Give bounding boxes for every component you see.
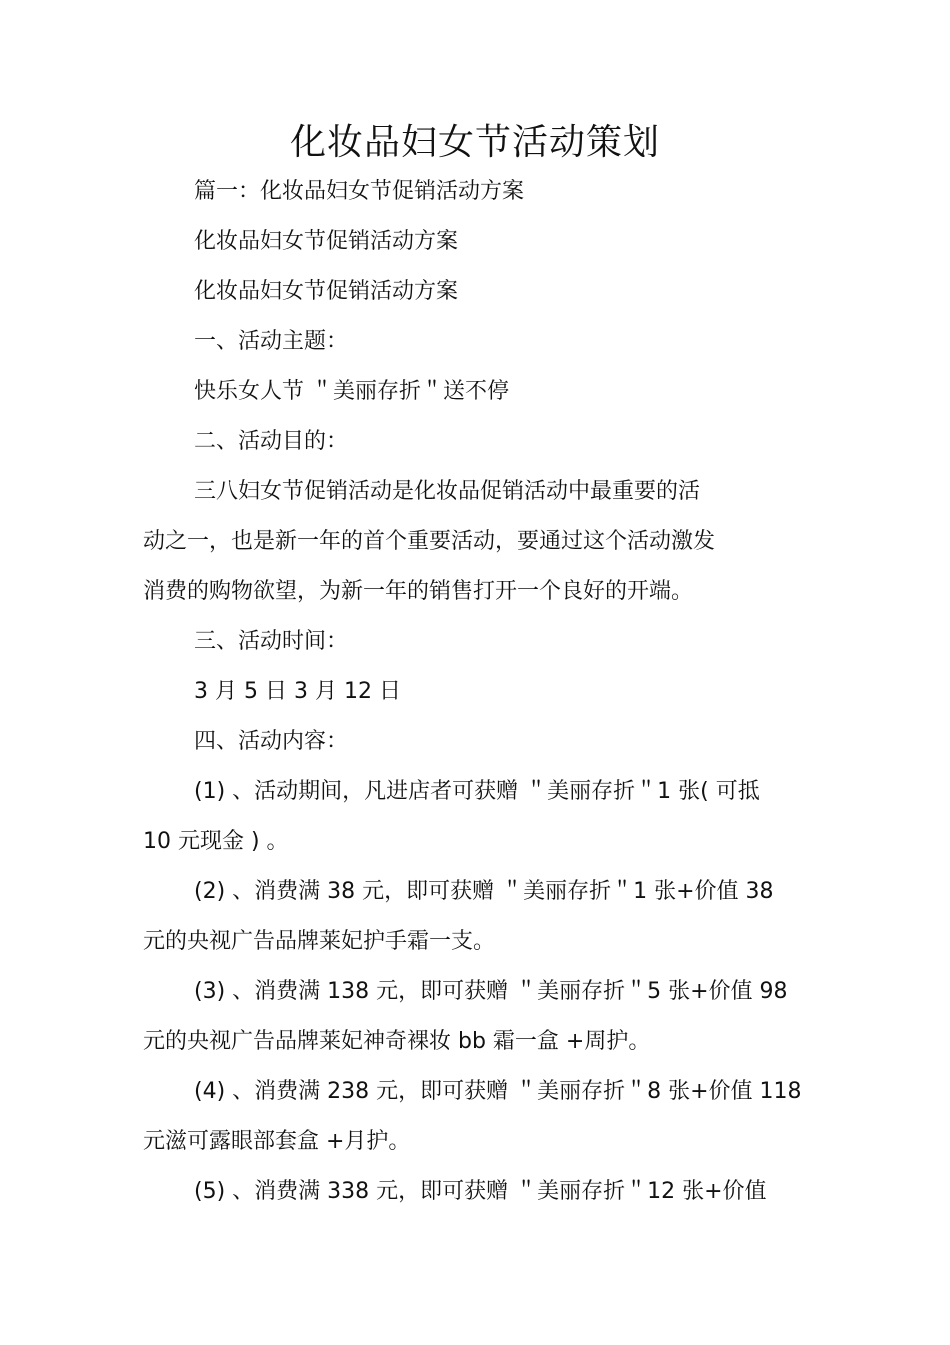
section-heading-time: 三、活动时间： bbox=[194, 629, 349, 654]
section-heading-content: 四、活动内容： bbox=[194, 729, 349, 754]
section-heading-part-one: 篇一：化妆品妇女节促销活动方案 bbox=[194, 179, 525, 204]
content-item-line: (2) 、消费满 38 元，即可获赠 ＂美丽存折＂1 张+价值 38 bbox=[194, 879, 774, 904]
content-item-line: 元的央视广告品牌莱妃护手霜一支。 bbox=[143, 929, 496, 954]
content-item-line: 10 元现金 ) 。 bbox=[143, 829, 289, 854]
content-item-line: 元滋可露眼部套盒 +月护。 bbox=[143, 1129, 411, 1154]
section-heading-purpose: 二、活动目的： bbox=[194, 429, 349, 454]
purpose-paragraph-line: 动之一，也是新一年的首个重要活动，要通过这个活动激发 bbox=[143, 529, 716, 554]
time-text: 3 月 5 日 3 月 12 日 bbox=[194, 679, 401, 704]
content-item-line: (3) 、消费满 138 元，即可获赠 ＂美丽存折＂5 张+价值 98 bbox=[194, 979, 788, 1004]
theme-text: 快乐女人节 ＂美丽存折＂送不停 bbox=[194, 379, 509, 404]
purpose-paragraph-line: 消费的购物欲望，为新一年的销售打开一个良好的开端。 bbox=[143, 579, 694, 604]
subtitle-line: 化妆品妇女节促销活动方案 bbox=[194, 229, 459, 254]
content-item-line: 元的央视广告品牌莱妃神奇裸妆 bb 霜一盒 +周护。 bbox=[143, 1029, 651, 1054]
subtitle-line: 化妆品妇女节促销活动方案 bbox=[194, 279, 459, 304]
purpose-paragraph-line: 三八妇女节促销活动是化妆品促销活动中最重要的活 bbox=[194, 479, 701, 504]
document-title: 化妆品妇女节活动策划 bbox=[289, 122, 660, 163]
section-heading-theme: 一、活动主题： bbox=[194, 329, 349, 354]
content-item-line: (5) 、消费满 338 元，即可获赠 ＂美丽存折＂12 张+价值 bbox=[194, 1179, 767, 1204]
content-item-line: (1) 、活动期间，凡进店者可获赠 ＂美丽存折＂1 张( 可抵 bbox=[194, 779, 760, 804]
content-item-line: (4) 、消费满 238 元，即可获赠 ＂美丽存折＂8 张+价值 118 bbox=[194, 1079, 802, 1104]
